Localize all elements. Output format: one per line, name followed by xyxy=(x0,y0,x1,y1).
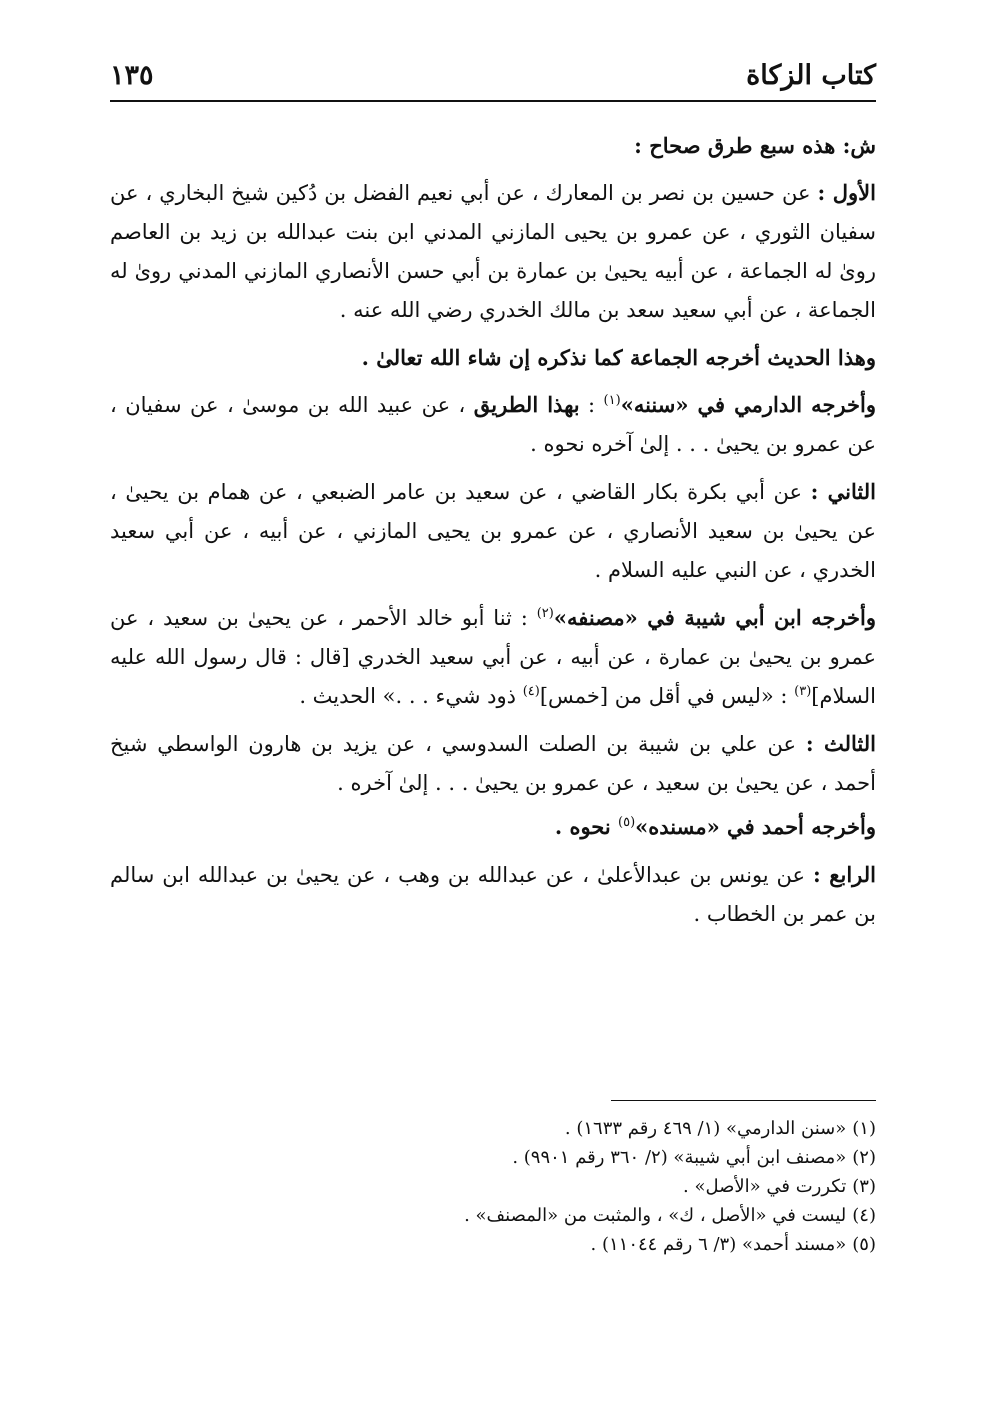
paragraph-hadith-note xyxy=(110,338,876,377)
footnote-text: ليست في «الأصل ، ك» ، والمثبت من «المصنف» . xyxy=(464,1205,847,1226)
ibn-abi-shayba-text-c: ذود شيء . . .» الحديث . xyxy=(299,684,523,708)
footnote-number: (٣) xyxy=(852,1176,876,1197)
footnote-text: «سنن الدارمي» (١/ ٤٦٩ رقم ١٦٣٣) . xyxy=(564,1118,847,1139)
ahmad-tail: نحوه . xyxy=(554,814,619,839)
third-route-text: عن علي بن شيبة بن الصلت السدوسي ، عن يزيد بن هارون الواسطي شيخ أحمد ، عن يحيىٰ بن سعيد ، عن عمرو بن يحيىٰ . . . إلىٰ آخره . xyxy=(110,732,876,795)
label-third: الثالث : xyxy=(805,731,876,756)
footnote-number: (٤) xyxy=(852,1205,876,1226)
paragraph-ibn-abi-shayba xyxy=(110,598,876,716)
page-header xyxy=(110,52,876,100)
footnotes xyxy=(110,1114,876,1259)
darimi-lead: وأخرجه الدارمي في «سننه» xyxy=(620,392,876,417)
label-second: الثاني : xyxy=(810,479,876,504)
label-fourth: الرابع : xyxy=(813,862,876,887)
footnote-text: تكررت في «الأصل» . xyxy=(683,1176,847,1197)
footnote-number: (٥) xyxy=(852,1234,876,1255)
second-route-text: عن أبي بكرة بكار القاضي ، عن سعيد بن عامر الضبعي ، عن همام بن يحيىٰ ، عن يحيىٰ بن سعيد الأنصاري ، عن عمرو بن يحيى المازني ، عن أبيه ، عن أبي سعيد الخدري ، عن النبي عليه السلام . xyxy=(110,480,876,582)
footnote-ref-3[interactable]: (٣) xyxy=(794,684,812,699)
footnote-ref-2[interactable]: (٢) xyxy=(536,606,554,621)
footnote-ref-4[interactable]: (٤) xyxy=(522,684,540,699)
fourth-route-text: عن يونس بن عبدالأعلىٰ ، عن عبدالله بن وهب ، عن يحيىٰ بن عبدالله ابن سالم بن عمر بن الخطاب . xyxy=(110,863,876,926)
paragraph-ahmad xyxy=(110,807,876,847)
darimi-colon: : xyxy=(579,393,604,417)
darimi-bold-phrase: بهذا الطريق xyxy=(473,392,580,417)
footnote-item xyxy=(110,1172,876,1201)
paragraph-first-route xyxy=(110,173,876,330)
footnote-item xyxy=(110,1143,876,1172)
footnote-ref-5[interactable]: (٥) xyxy=(618,815,636,830)
paragraph-fourth-route xyxy=(110,855,876,934)
ibn-abi-shayba-text-b: : «ليس في أقل من [خمس] xyxy=(539,684,795,708)
ibn-abi-shayba-lead: وأخرجه ابن أبي شيبة في «مصنفه» xyxy=(553,605,877,630)
label-first: الأول : xyxy=(817,180,876,205)
ahmad-lead: وأخرجه أحمد في «مسنده» xyxy=(635,814,876,839)
main-text xyxy=(110,126,876,942)
footnote-number: (٢) xyxy=(852,1147,876,1168)
darimi-text: ، عن عبيد الله بن موسىٰ ، عن سفيان ، عن عمرو بن يحيىٰ . . . إلىٰ آخره نحوه . xyxy=(110,393,876,456)
header-rule xyxy=(110,100,876,102)
intro-text: ش: هذه سبع طرق صحاح : xyxy=(634,133,876,158)
hadith-note-text: وهذا الحديث أخرجه الجماعة كما نذكره إن شاء الله تعالىٰ . xyxy=(361,345,876,370)
running-title: كتاب الزكاة xyxy=(746,60,876,91)
intro-paragraph xyxy=(110,126,876,165)
paragraph-second-route xyxy=(110,472,876,590)
footnote-ref-1[interactable]: (١) xyxy=(603,393,621,408)
footnote-item xyxy=(110,1230,876,1259)
footnote-text: «مسند أحمد» (٣/ ٦ رقم ١١٠٤٤) . xyxy=(590,1234,847,1255)
first-route-text: عن حسين بن نصر بن المعارك ، عن أبي نعيم الفضل بن دُكين شيخ البخاري ، عن سفيان الثوري ، عن عمرو بن يحيى المازني المدني ابن بنت عبدالله بن زيد بن العاصم روىٰ له الجماعة ، عن أبيه يحيىٰ بن عمارة بن أبي حسن الأنصاري المازني المدني روىٰ له الجماعة ، عن أبي سعيد سعد بن مالك الخدري رضي الله عنه . xyxy=(110,181,876,322)
footnote-item xyxy=(110,1201,876,1230)
footnote-text: «مصنف ابن أبي شيبة» (٢/ ٣٦٠ رقم ٩٩٠١) . xyxy=(512,1147,847,1168)
paragraph-third-route xyxy=(110,724,876,803)
paragraph-darimi xyxy=(110,385,876,464)
footnote-rule xyxy=(611,1100,876,1101)
footnote-number: (١) xyxy=(852,1118,876,1139)
footnote-item xyxy=(110,1114,876,1143)
page-number: ١٣٥ xyxy=(110,60,154,91)
ibn-abi-shayba-text-a: : ثنا أبو خالد الأحمر ، عن يحيىٰ بن سعيد ، عن عمرو بن يحيىٰ بن عمارة ، عن أبيه ، عن أبي سعيد الخدري [قال : قال رسول الله عليه السلام] xyxy=(110,606,876,708)
